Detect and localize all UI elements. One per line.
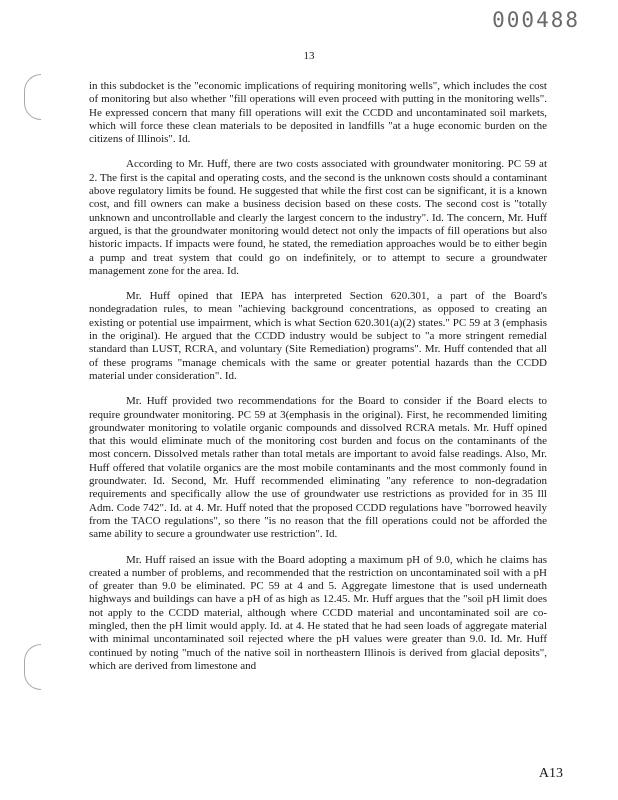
paragraph-2: According to Mr. Huff, there are two costs associated with groundwater monitoring. PC 59 at 2. The first is the capital and operating costs, and the second is the unknown costs should a contaminant above regulatory limits be found. He suggested that while the first cost can be significant, it is a known cost, and fill owners can make a business decision based on these costs. The second cost is "totally unknown and uncontrollable and clearly the largest concern to the industry". Id. The concern, Mr. Huff argued, is that the groundwater monitoring would detect not only the impacts of fill operations but also historic impacts. If impacts were found, he stated, the remediation approaches would be to either begin a pump and treat system that could go on indefinitely, or to attempt to secure a groundwater management zone for the area. Id. — [89, 158, 547, 277]
paragraph-1: in this subdocket is the "economic implications of requiring monitoring wells", which includes the cost of monitoring but also whether "fill operations will even proceed with putting in the monitoring wells". He expressed concern that many fill operations will exit the CCDD and uncontaminated soil markets, which will force these clean materials to be deposited in landfills "at a huge economic burden on the citizens of Illinois". Id. — [89, 80, 547, 146]
paragraph-3: Mr. Huff opined that IEPA has interpreted Section 620.301, a part of the Board's nondegradation rules, to mean "achieving background concentrations, as opposed to creating an existing or potential use impairment, which is what Section 620.301(a)(2) states." PC 59 at 3 (emphasis in the original). He argued that the CCDD industry would be subject to "a more stringent remedial standard than LUST, RCRA, and voluntary (Site Remediation) programs". Mr. Huff contended that all of these programs "manage chemicals with the same or greater potential hazards than the CCDD material under consideration". Id. — [89, 290, 547, 382]
punch-hole-bottom — [24, 644, 41, 690]
document-body — [89, 80, 547, 685]
paragraph-5: Mr. Huff raised an issue with the Board adopting a maximum pH of 9.0, which he claims has created a number of problems, and recommended that the restriction on uncontaminated soil with a pH of greater than 9.0 be eliminated. PC 59 at 4 and 5. Aggregate limestone that is used underneath highways and buildings can have a pH of as high as 12.45. Mr. Huff argues that the "soil pH limit does not apply to the CCDD material, although where CCDD material and uncontaminated soil are co-mingled, then the pH limit would apply. Id. at 4. He stated that he had seen loads of aggregate material with minimal uncontaminated soil rejected where the pH values were greater than 9.0. Id. Mr. Huff continued by noting "much of the native soil in northeastern Illinois is derived from glacial deposits", which are derived from limestone and — [89, 553, 547, 672]
footer-label: A13 — [538, 766, 563, 781]
punch-hole-top — [24, 74, 41, 120]
page-number: 13 — [303, 50, 315, 62]
paragraph-4: Mr. Huff provided two recommendations for the Board to consider if the Board elects to require groundwater monitoring. PC 59 at 3(emphasis in the original). First, he recommended limiting groundwater monitoring to volatile organic compounds and dissolved RCRA metals. Mr. Huff opined that this would eliminate much of the monitoring cost burden and focus on the contaminants of the most concern. Dissolved metals rather than total metals are important to avoid false readings. Also, Mr. Huff offered that volatile organics are the most mobile contaminants and the most commonly found in groundwater. Id. Second, Mr. Huff recommended eliminating "any reference to non-degradation requirements and specifically allow the use of groundwater use restrictions as provided for in 35 Ill Adm. Code 742". Id. at 4. Mr. Huff noted that the proposed CCDD regulations have "borrowed heavily from the TACO regulations", so there "is no reason that the fill operations could not be afforded the same ability to secure a groundwater use restriction". Id. — [89, 395, 547, 541]
bates-stamp: 000488 — [492, 8, 580, 32]
